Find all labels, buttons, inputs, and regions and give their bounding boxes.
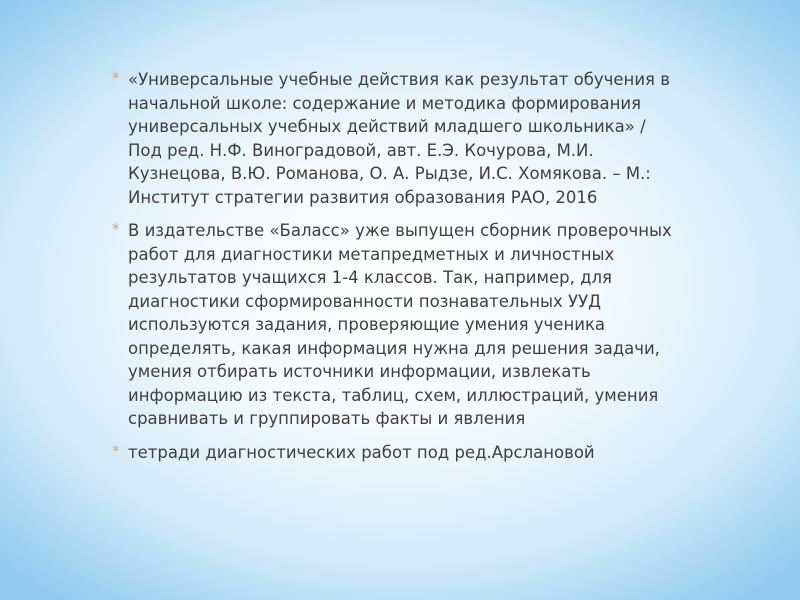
asterisk-bullet-icon: * [112, 69, 120, 87]
bullet-item-workbooks [112, 441, 672, 465]
asterisk-bullet-icon: * [112, 441, 120, 460]
bullet-text: «Универсальные учебные действия как результат обучения в начальной школе: содержание и методика формирования универсальных учебных действий младшего школьника» / Под ред. Н.Ф. Виноградовой, авт. Е.Э. Кочурова, М.И. Кузнецова, В.Ю. Романова, О. А. Рыдзе, И.С. Хомякова. – М.: Институт стратегии развития образования РАО, 2016 [128, 70, 670, 207]
bullet-text: тетради диагностических работ под ред.Арслановой [128, 442, 595, 462]
bullet-item-balass [112, 219, 672, 431]
asterisk-bullet-icon: * [112, 220, 120, 238]
bullet-text: В издательстве «Баласс» уже выпущен сборник проверочных работ для диагностики метапредметных и личностных результатов учащихся 1-4 классов. Так, например, для диагностики сформированности познавательных УУД используются задания, проверяющие умения ученика определять, какая информация нужна для решения задачи, умения отбирать источники информации, извлекать информацию из текста, таблиц, схем, иллюстраций, умения сравнивать и группировать факты и явления [128, 221, 672, 428]
bullet-item-publication [112, 68, 672, 209]
bullet-list [112, 68, 672, 474]
